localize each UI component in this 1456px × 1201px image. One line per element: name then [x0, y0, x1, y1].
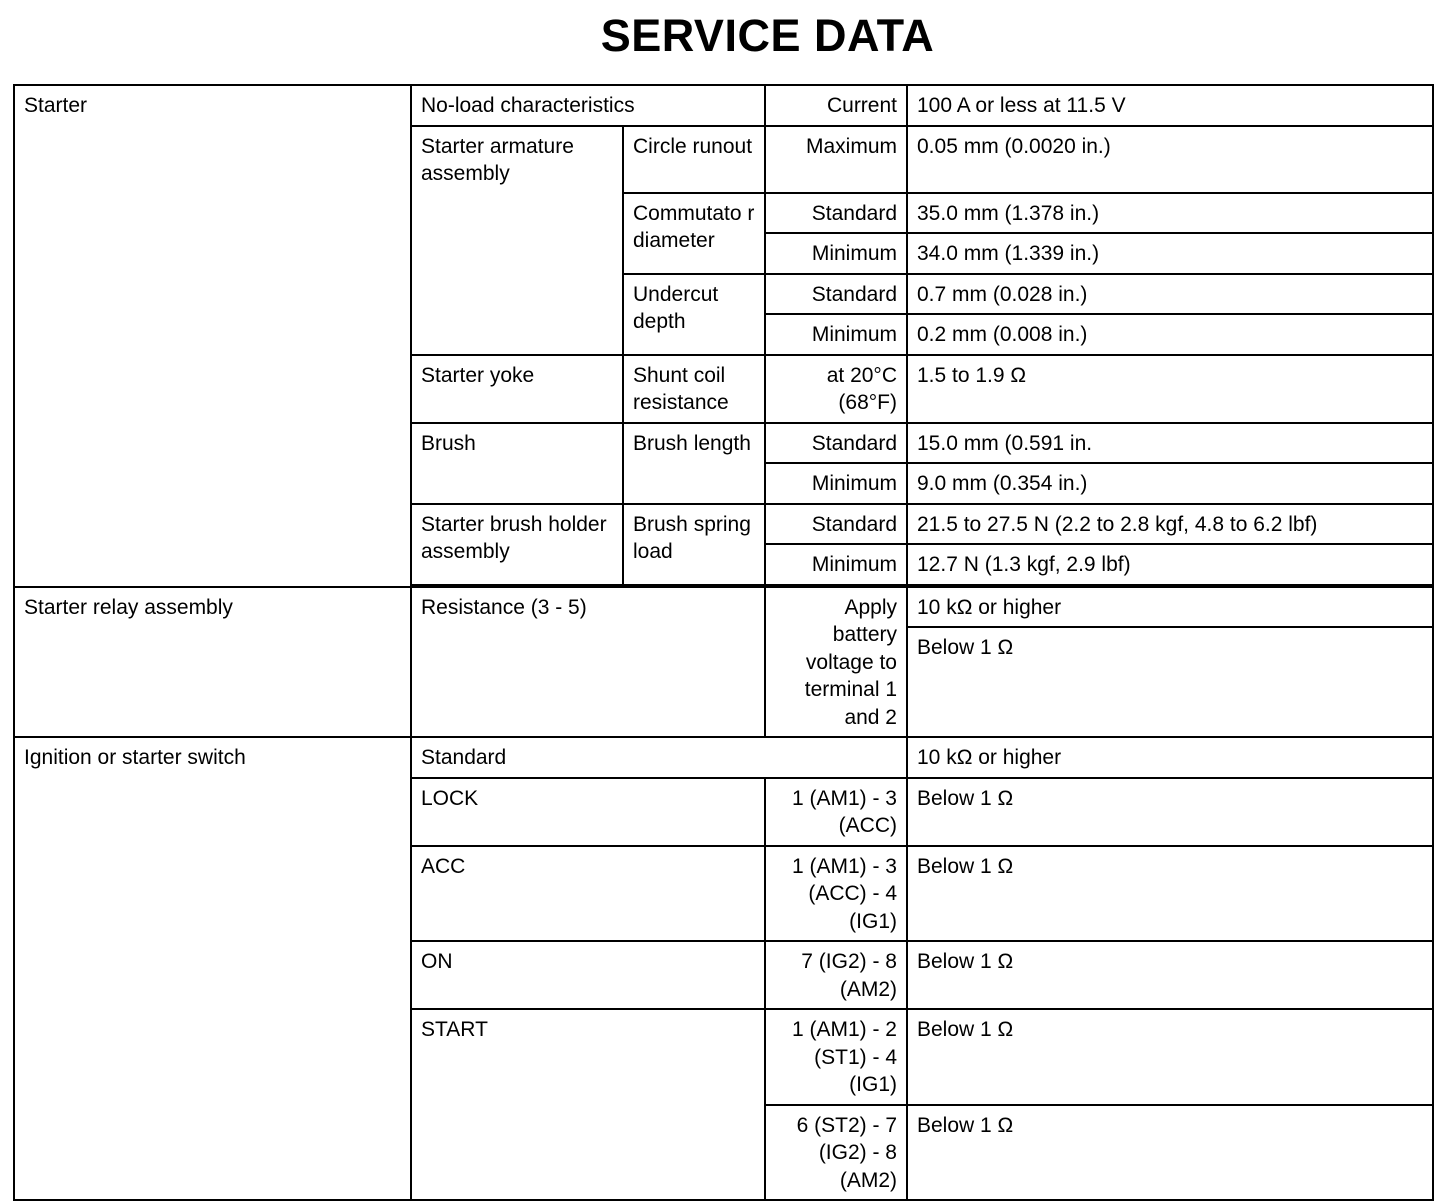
category-cell: Ignition or starter switch [14, 737, 411, 1200]
condition-cell: Standard [765, 274, 907, 315]
item-cell: Resistance (3 - 5) [411, 587, 765, 738]
subitem-cell: Commutato r diameter [623, 193, 765, 274]
value-cell: 10 kΩ or higher [907, 587, 1433, 628]
category-cell: Starter [14, 85, 411, 587]
item-cell: ACC [411, 846, 765, 942]
item-cell: Starter armature assembly [411, 126, 623, 355]
value-cell: 1.5 to 1.9 Ω [907, 355, 1433, 423]
item-cell: Brush [411, 423, 623, 504]
item-cell: LOCK [411, 778, 765, 846]
item-cell: Starter brush holder assembly [411, 504, 623, 585]
subitem-cell: Shunt coil resistance [623, 355, 765, 423]
item-cell: Standard [411, 737, 907, 778]
item-cell: No-load characteristics [411, 85, 765, 126]
condition-cell: Standard [765, 423, 907, 464]
item-cell: START [411, 1009, 765, 1200]
value-cell: Below 1 Ω [907, 627, 1433, 737]
value-cell: 15.0 mm (0.591 in. [907, 423, 1433, 464]
condition-cell: Minimum [765, 233, 907, 274]
value-cell: Below 1 Ω [907, 941, 1433, 1009]
table-row [14, 737, 1433, 778]
value-cell: Below 1 Ω [907, 1009, 1433, 1105]
category-cell: Starter relay assembly [14, 587, 411, 738]
value-cell: Below 1 Ω [907, 778, 1433, 846]
table-row [14, 587, 1433, 628]
subitem-cell: Circle runout [623, 126, 765, 193]
value-cell: 9.0 mm (0.354 in.) [907, 463, 1433, 504]
condition-cell: 7 (IG2) - 8 (AM2) [765, 941, 907, 1009]
value-cell: 21.5 to 27.5 N (2.2 to 2.8 kgf, 4.8 to 6.2 lbf) [907, 504, 1433, 545]
value-cell: Below 1 Ω [907, 1105, 1433, 1201]
value-cell: 12.7 N (1.3 kgf, 2.9 lbf) [907, 544, 1433, 585]
value-cell: 100 A or less at 11.5 V [907, 85, 1433, 126]
item-cell: ON [411, 941, 765, 1009]
subitem-cell: Brush length [623, 423, 765, 504]
table-row [14, 85, 1433, 126]
subitem-cell: Undercut depth [623, 274, 765, 355]
condition-cell: Standard [765, 504, 907, 545]
condition-cell: 1 (AM1) - 3 (ACC) - 4 (IG1) [765, 846, 907, 942]
condition-cell: Current [765, 85, 907, 126]
service-data-table [13, 84, 1434, 1201]
value-cell: 0.2 mm (0.008 in.) [907, 314, 1433, 355]
value-cell: 34.0 mm (1.339 in.) [907, 233, 1433, 274]
condition-cell: Minimum [765, 463, 907, 504]
condition-cell: at 20°C (68°F) [765, 355, 907, 423]
condition-cell: 1 (AM1) - 2 (ST1) - 4 (IG1) [765, 1009, 907, 1105]
value-cell: 10 kΩ or higher [907, 737, 1433, 778]
condition-cell: 6 (ST2) - 7 (IG2) - 8 (AM2) [765, 1105, 907, 1201]
condition-cell: Standard [765, 193, 907, 234]
condition-cell: Maximum [765, 126, 907, 193]
value-cell: 35.0 mm (1.378 in.) [907, 193, 1433, 234]
item-cell: Starter yoke [411, 355, 623, 423]
condition-cell: Apply battery voltage to terminal 1 and 2 [765, 587, 907, 738]
condition-cell: Minimum [765, 544, 907, 585]
value-cell: 0.05 mm (0.0020 in.) [907, 126, 1433, 193]
subitem-cell: Brush spring load [623, 504, 765, 585]
value-cell: 0.7 mm (0.028 in.) [907, 274, 1433, 315]
page-title: SERVICE DATA [600, 10, 935, 61]
condition-cell: 1 (AM1) - 3 (ACC) [765, 778, 907, 846]
value-cell: Below 1 Ω [907, 846, 1433, 942]
condition-cell: Minimum [765, 314, 907, 355]
